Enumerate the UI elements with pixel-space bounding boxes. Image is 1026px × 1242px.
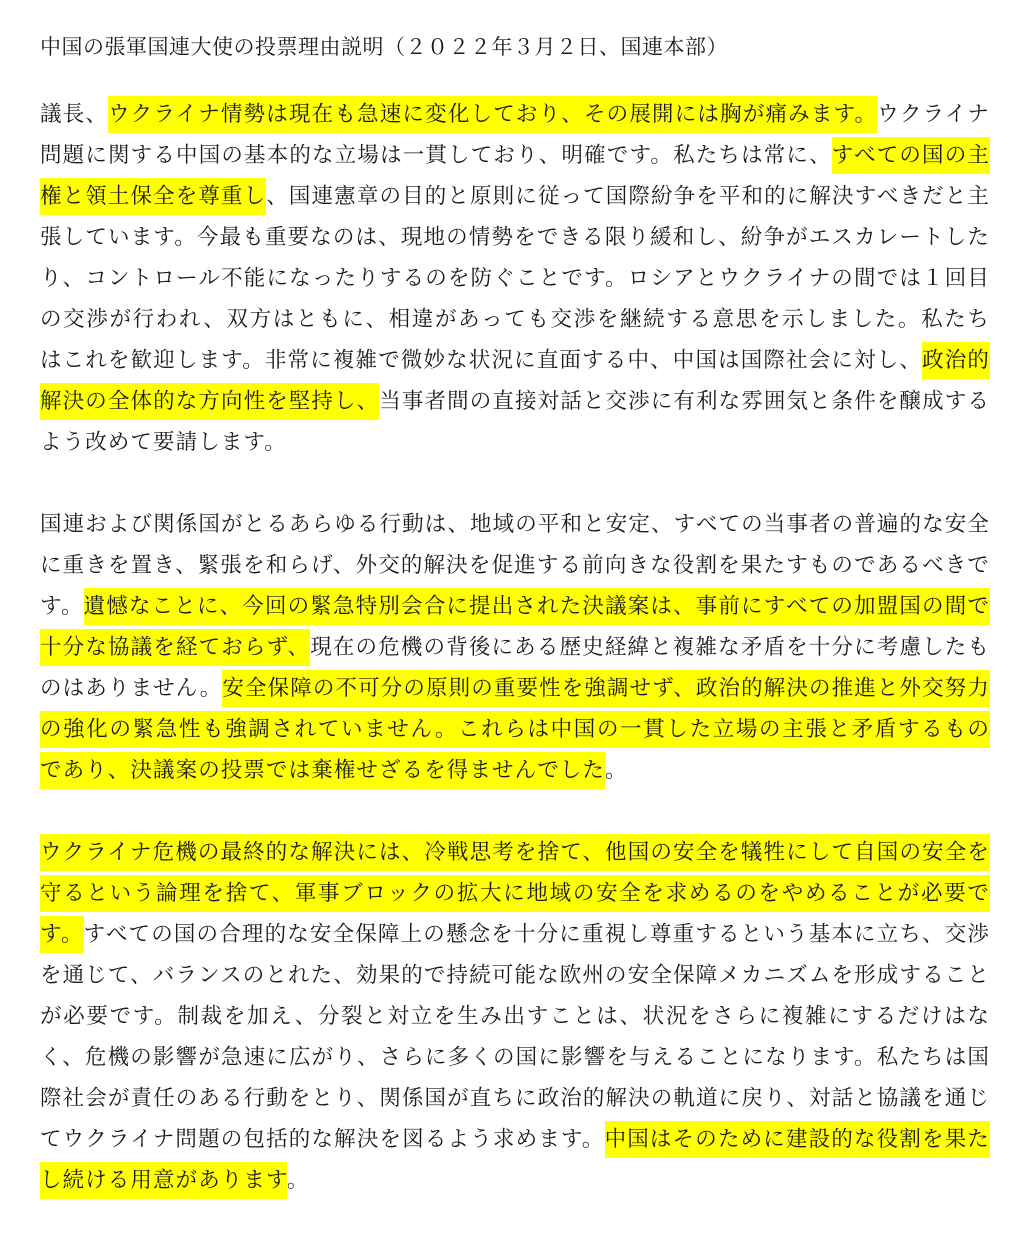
text-segment: ウクライナ問題に関する中国の基本的な立場は一貫しており、明確です。私たちは常に、 [40, 102, 990, 168]
text-segment: 、国連憲章の目的と原則に従って国際紛争を平和的に解決すべきだと主張しています。今最も重要なのは、現地の情勢をできる限り緩和し、紛争がエスカレートしたり、コントロール不能になったりするのを防ぐことです。ロシアとウクライナの間では１回目の交渉が行われ、双方はともに、相違があっても交渉を継続する意思を示しました。私たちはこれを歓迎します。非常に複雑で微妙な状況に直面する中、中国は国際社会に対し、 [40, 184, 990, 373]
highlighted-text: 政治的解決の全体的な方向性を堅持し、 [40, 342, 990, 420]
paragraph-2 [40, 504, 990, 791]
text-segment: すべての国の合理的な安全保障上の懸念を十分に重視し尊重するという基本に立ち、交渉を通じて、バランスのとれた、効果的で持続可能な欧州の安全保障メカニズムを形成することが必要です。制裁を加え、分裂と対立を生み出すことは、状況をさらに複雑にするだけはなく、危機の影響が急速に広がり、さらに多くの国に影響を与えることになります。私たちは国際社会が責任のある行動をとり、関係国が直ちに政治的解決の軌道に戻り、対話と協議を通じてウクライナ問題の包括的な解決を図るよう求めます。 [40, 922, 990, 1152]
document-title: 中国の張軍国連大使の投票理由説明（２０２２年３月２日、国連本部） [40, 35, 728, 59]
paragraph-3 [40, 832, 990, 1201]
text-segment: 現在の危機の背後にある歴史経緯と複雑な矛盾を十分に考慮したものはありません。 [40, 635, 990, 701]
highlighted-text: すべての国の主権と領土保全を尊重し [40, 137, 990, 215]
paragraph-1 [40, 94, 990, 463]
highlighted-text: ウクライナ危機の最終的な解決には、冷戦思考を捨て、他国の安全を犠牲にして自国の安全を守るという論理を捨て、軍事ブロックの拡大に地域の安全を求めるのをやめることが必要です。 [40, 834, 990, 953]
highlighted-text: 遺憾なことに、今回の緊急特別会合に提出された決議案は、事前にすべての加盟国の間で十分な協議を経ておらず、 [40, 588, 990, 666]
document [40, 30, 990, 1242]
highlighted-text: ウクライナ情勢は現在も急速に変化しており、その展開には胸が痛みます。 [108, 96, 877, 133]
text-segment: 。 [286, 1168, 310, 1193]
highlighted-text: 中国はそのために建設的な役割を果たし続ける用意があります [40, 1121, 990, 1199]
highlighted-text: 安全保障の不可分の原則の重要性を強調せず、政治的解決の推進と外交努力の強化の緊急性も強調されていません。 [40, 670, 990, 748]
text-segment: 当事者間の直接対話と交渉に有利な雰囲気と条件を醸成するよう改めて要請します。 [40, 389, 990, 455]
text-segment: 議長、 [40, 102, 109, 127]
text-segment: 国連および関係国がとるあらゆる行動は、地域の平和と安定、すべての当事者の普遍的な安全に重きを置き、緊張を和らげ、外交的解決を促進する前向きな役割を果たすものであるべきです。 [40, 512, 990, 619]
text-segment: 。 [605, 758, 628, 783]
highlighted-text: これらは中国の一貫した立場の主張と矛盾するものであり、決議案の投票では棄権せざるを得ませんでした [40, 711, 990, 789]
